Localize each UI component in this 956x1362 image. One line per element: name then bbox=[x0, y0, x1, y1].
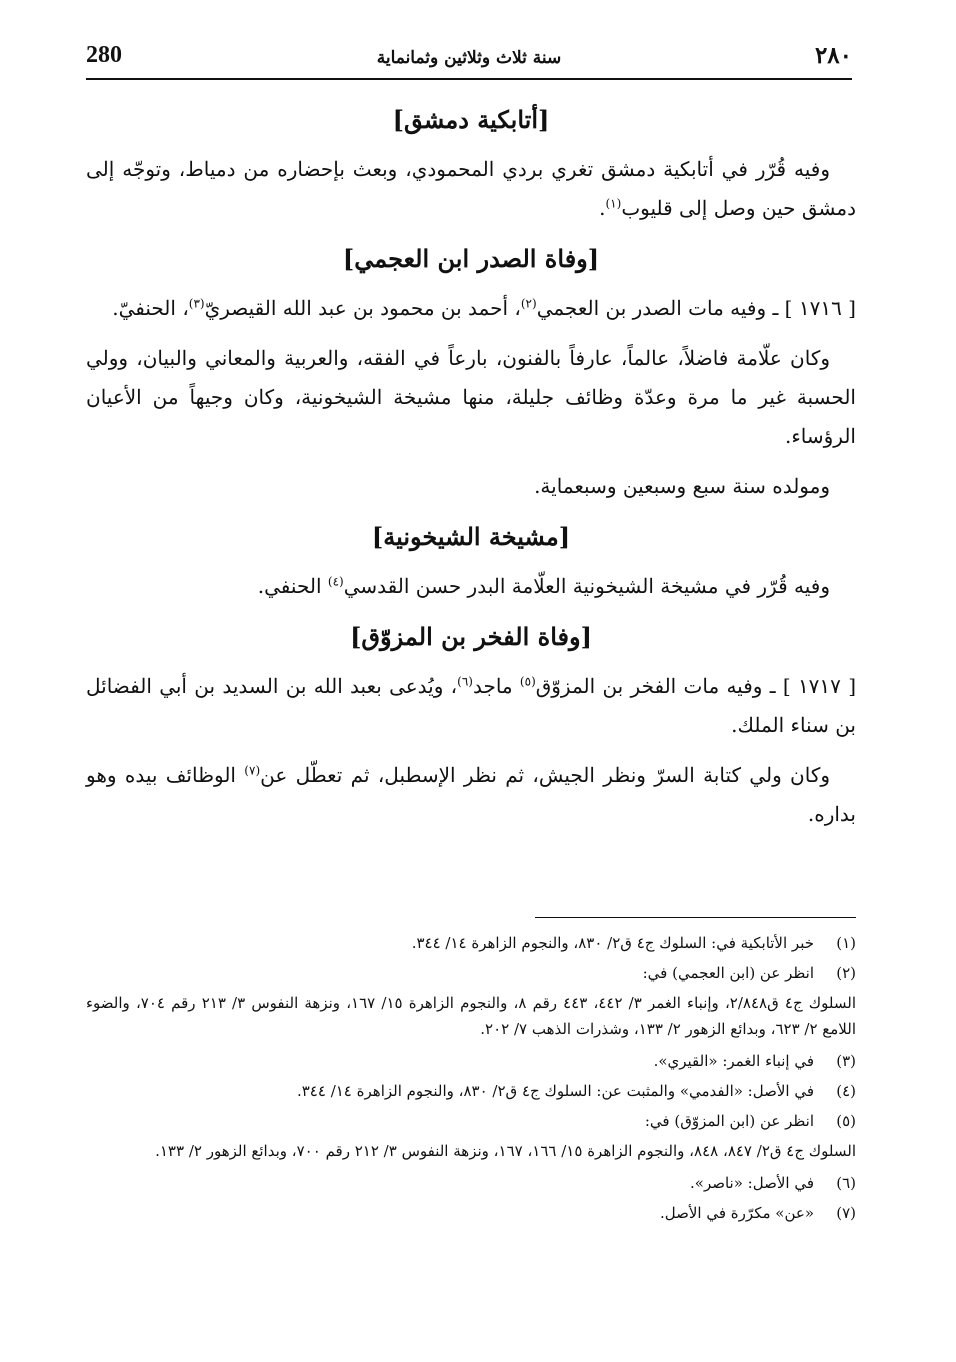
footnote bbox=[86, 1078, 856, 1104]
footnote-marker: (٣) bbox=[188, 296, 205, 311]
running-header bbox=[86, 38, 852, 80]
footnote bbox=[86, 930, 856, 956]
footnote-marker: (٧) bbox=[244, 763, 261, 778]
footnote-text: انظر عن (ابن المزوّق) في: bbox=[644, 1112, 814, 1130]
text-segment: ومولده سنة سبع وسبعين وسبعماية. bbox=[534, 474, 830, 498]
text-segment: الوظائف بيده وهو بداره. bbox=[86, 763, 856, 826]
body-paragraph bbox=[86, 467, 856, 506]
text-segment: ، أحمد بن محمود بن عبد الله القيصريّ bbox=[204, 296, 521, 320]
footnote bbox=[86, 1048, 856, 1074]
text-segment: ماجد bbox=[472, 674, 520, 698]
section-heading: [وفاة الصدر ابن العجمي] bbox=[342, 244, 600, 273]
text-segment: وكان ولي كتابة السرّ ونظر الجيش، ثم نظر الإسطبل، ثم تعطّل عن bbox=[260, 763, 830, 787]
text-segment: وفيه قُرّر في أتابكية دمشق تغري بردي المحمودي، وبعث بإحضاره من دمياط، وتوجّه إلى دمشق حين وصل إلى قليوب bbox=[86, 157, 856, 220]
footnote-number: (٦) bbox=[836, 1174, 856, 1192]
running-title: سنة ثلاث وثلاثين وثمانماية bbox=[376, 48, 562, 68]
footnote-marker: (٦) bbox=[457, 674, 473, 689]
section-heading: [مشيخة الشيخونية] bbox=[371, 522, 571, 551]
page-number-arabic: ٢٨٠ bbox=[814, 42, 852, 69]
footnote-number: (١) bbox=[836, 934, 856, 952]
footnote-number: (٢) bbox=[836, 964, 856, 982]
text-segment: الحنفي. bbox=[257, 574, 328, 598]
footnote-marker: (١) bbox=[605, 196, 622, 211]
footnote-text: في إنباء الغمر: «القيري». bbox=[653, 1052, 814, 1070]
body-paragraph bbox=[86, 150, 856, 228]
footnote-marker: (٤) bbox=[327, 574, 344, 589]
body-paragraph bbox=[86, 339, 856, 456]
footnote-number: (٣) bbox=[836, 1052, 856, 1070]
text-segment: . bbox=[599, 196, 606, 220]
footnote-continuation: السلوك ج٤ ق٢/ ٨٤٧، ٨٤٨، والنجوم الزاهرة ١٥/ ١٦٦، ١٦٧، ونزهة النفوس ٣/ ٢١٢ رقم ٧٠٠، وبدائع الزهور ٢/ ١٣٣. bbox=[155, 1142, 856, 1160]
body-paragraph bbox=[86, 567, 856, 606]
footnote-text: انظر عن (ابن العجمي) في: bbox=[642, 964, 814, 982]
footnote-number: (٥) bbox=[836, 1112, 856, 1130]
text-segment: [ ١٧١٦ ] ـ وفيه مات الصدر بن العجمي bbox=[536, 296, 856, 320]
footnote-divider bbox=[535, 917, 856, 918]
footnote-text: «عن» مكرّرة في الأصل. bbox=[660, 1204, 814, 1222]
text-segment: ، الحنفيّ. bbox=[112, 296, 189, 320]
page-number-latin: 280 bbox=[86, 42, 122, 68]
footnote bbox=[86, 1108, 856, 1134]
footnote bbox=[86, 1200, 856, 1226]
main-text bbox=[86, 100, 856, 845]
footnote bbox=[86, 960, 856, 986]
footnote-marker: (٢) bbox=[520, 296, 537, 311]
body-paragraph bbox=[86, 756, 856, 834]
footnote-number: (٤) bbox=[836, 1082, 856, 1100]
footnotes-section bbox=[86, 930, 856, 1230]
footnote-marker: (٥) bbox=[519, 674, 536, 689]
footnote-text: في الأصل: «ناصر». bbox=[690, 1174, 814, 1192]
footnote-text: في الأصل: «الفدمي» والمثبت عن: السلوك ج٤ ق٢/ ٨٣٠، والنجوم الزاهرة ١٤/ ٣٤٤. bbox=[296, 1082, 814, 1100]
body-paragraph bbox=[86, 289, 856, 328]
section-heading: [أتابكية دمشق] bbox=[392, 105, 550, 134]
text-segment: وفيه قُرّر في مشيخة الشيخونية العلّامة البدر حسن القدسي bbox=[343, 574, 830, 598]
text-segment: ، ويُدعى بعبد الله بن السديد بن أبي الفضائل بن سناء الملك. bbox=[86, 674, 856, 737]
text-segment: [ ١٧١٧ ] ـ وفيه مات الفخر بن المزوّق bbox=[535, 674, 856, 698]
body-paragraph bbox=[86, 667, 856, 745]
footnote bbox=[86, 1170, 856, 1196]
text-segment: وكان علّامة فاضلاً، عالماً، عارفاً بالفنون، بارعاً في الفقه، والعربية والمعاني والبيان، وولي الحسبة غير ما مرة وعدّة وظائف جليلة، منها مشيخة الشيخونية، وكان وجيهاً من الأعيان الرؤساء. bbox=[86, 346, 856, 448]
section-heading: [وفاة الفخر بن المزوّق] bbox=[350, 622, 592, 651]
footnote-continuation: السلوك ج٤ ق٢/٨٤٨، وإنباء الغمر ٣/ ٤٤٢، ٤٤٣ رقم ٨، والنجوم الزاهرة ١٥/ ١٦٧، ونزهة النفوس ٣/ ٢١٣ رقم ٧٠٤، والضوء اللامع ٢/ ٦٢٣، وبدائع الزهور ٢/ ١٣٣، وشذرات الذهب ٧/ ٢٠٢. bbox=[86, 994, 856, 1038]
footnote-text: خبر الأتابكية في: السلوك ج٤ ق٢/ ٨٣٠، والنجوم الزاهرة ١٤/ ٣٤٤. bbox=[411, 934, 814, 952]
footnote-number: (٧) bbox=[836, 1204, 856, 1222]
